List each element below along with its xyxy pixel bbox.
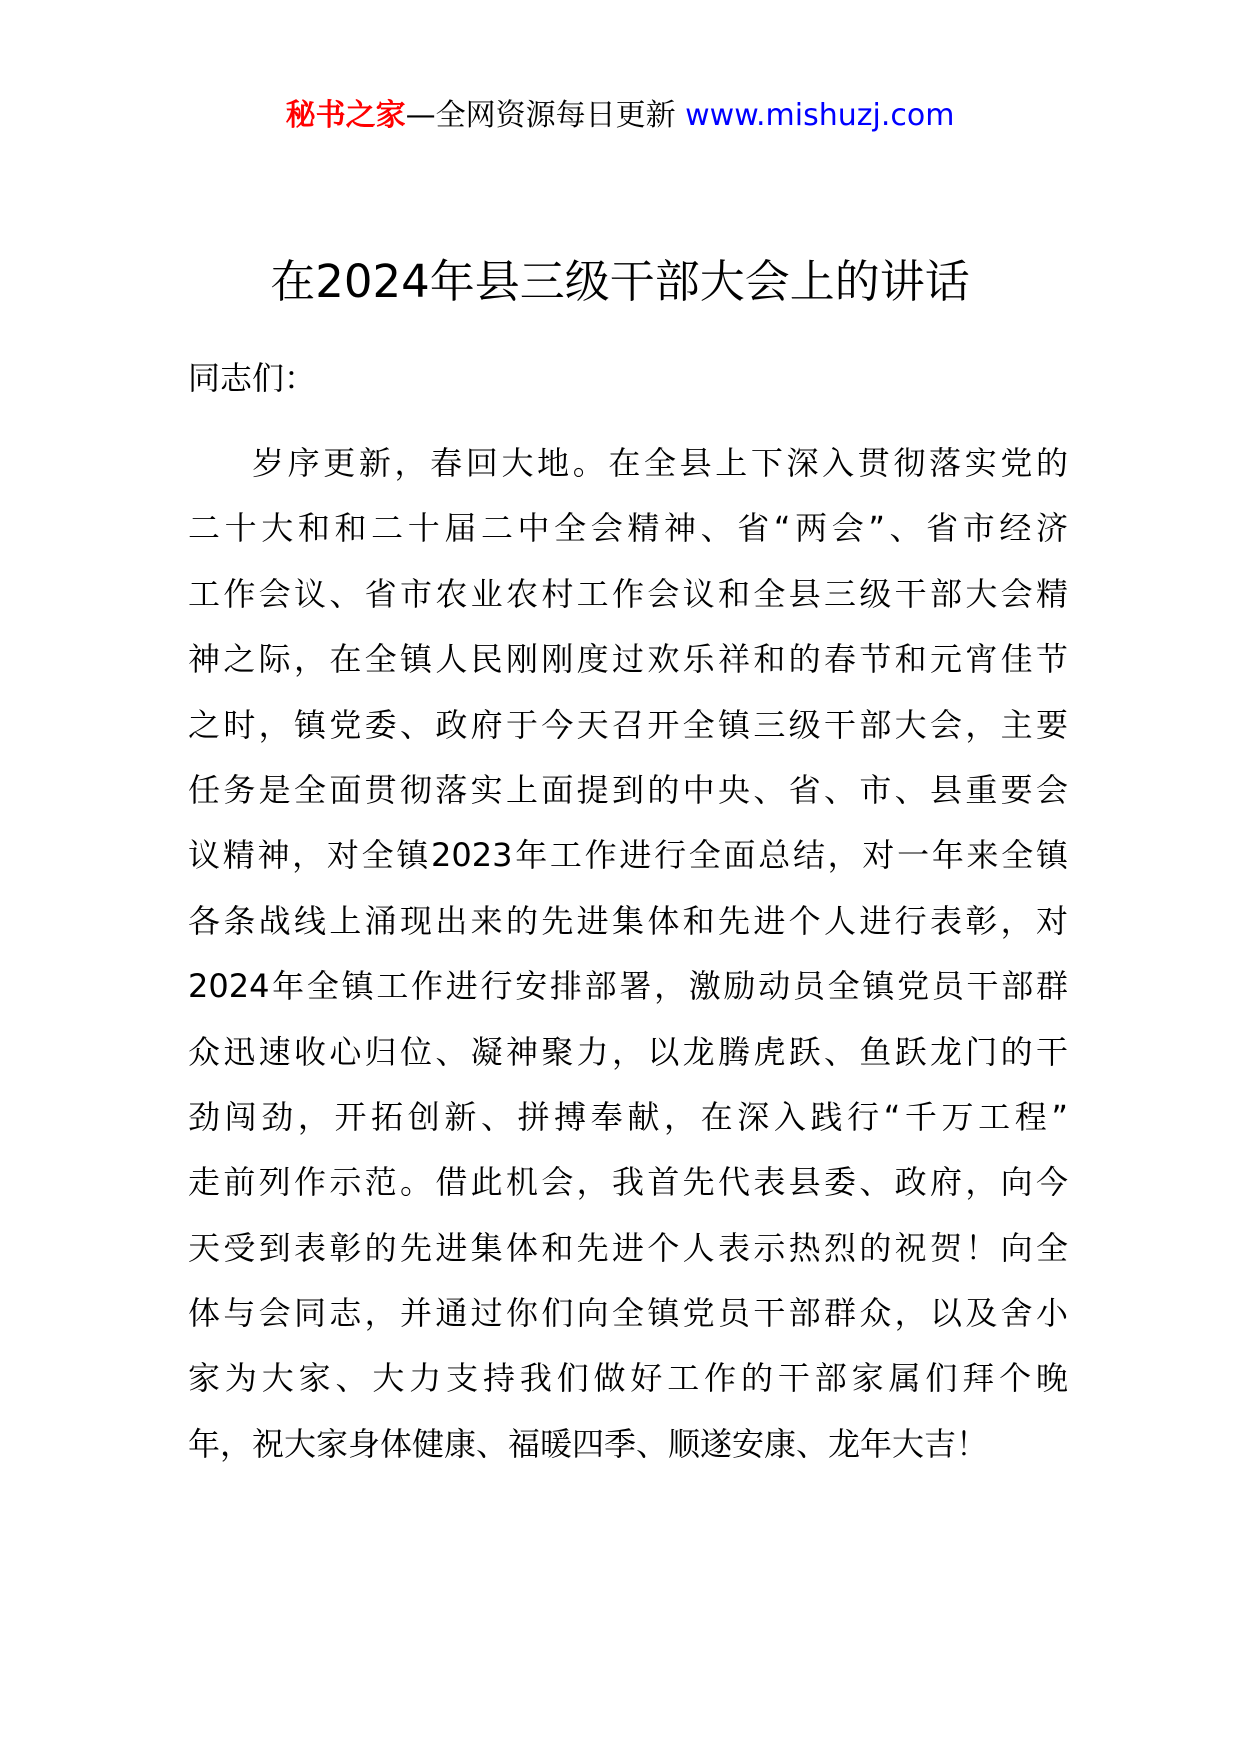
paragraph-line: 各条战线上涌现出来的先进集体和先进个人进行表彰，对	[188, 901, 1068, 940]
paragraph-line: 神之际，在全镇人民刚刚度过欢乐祥和的春节和元宵佳节	[188, 640, 1068, 679]
paragraph-line: 走前列作示范。借此机会，我首先代表县委、政府，向今	[188, 1163, 1068, 1202]
paragraph-line: 之时，镇党委、政府于今天召开全镇三级干部大会，主要	[188, 705, 1068, 744]
paragraph-line: 劲闯劲，开拓创新、拼搏奉献，在深入践行“千万工程”	[188, 1097, 1068, 1136]
paragraph-line: 二十大和和二十届二中全会精神、省“两会”、省市经济	[188, 509, 1068, 548]
paragraph-line: 工作会议、省市农业农村工作会议和全县三级干部大会精	[188, 574, 1068, 613]
site-header	[0, 96, 1240, 136]
paragraph-line: 议精神，对全镇2023年工作进行全面总结，对一年来全镇	[188, 836, 1068, 875]
paragraph-line: 2024年全镇工作进行安排部署，激励动员全镇党员干部群	[188, 967, 1068, 1006]
paragraph-line: 众迅速收心归位、凝神聚力，以龙腾虎跃、鱼跃龙门的干	[188, 1032, 1068, 1071]
document-title: 在2024年县三级干部大会上的讲话	[270, 255, 970, 308]
paragraph-line: 家为大家、大力支持我们做好工作的干部家属们拜个晚	[188, 1359, 1068, 1398]
paragraph-line: 岁序更新，春回大地。在全县上下深入贯彻落实党的	[252, 444, 1068, 482]
header-tagline: —全网资源每日更新	[405, 98, 686, 133]
body-paragraph	[188, 438, 1068, 1484]
salutation: 同志们：	[188, 359, 317, 397]
paragraph-line: 体与会同志，并通过你们向全镇党员干部群众，以及舍小	[188, 1294, 1068, 1333]
paragraph-line: 任务是全面贯彻落实上面提到的中央、省、市、县重要会	[188, 770, 1068, 809]
paragraph-line: 天受到表彰的先进集体和先进个人表示热烈的祝贺！向全	[188, 1228, 1068, 1267]
site-url-link[interactable]: www.mishuzj.com	[685, 98, 955, 133]
brand-name: 秘书之家	[285, 98, 406, 133]
paragraph-line: 年，祝大家身体健康、福暖四季、顺遂安康、龙年大吉！	[188, 1424, 989, 1463]
